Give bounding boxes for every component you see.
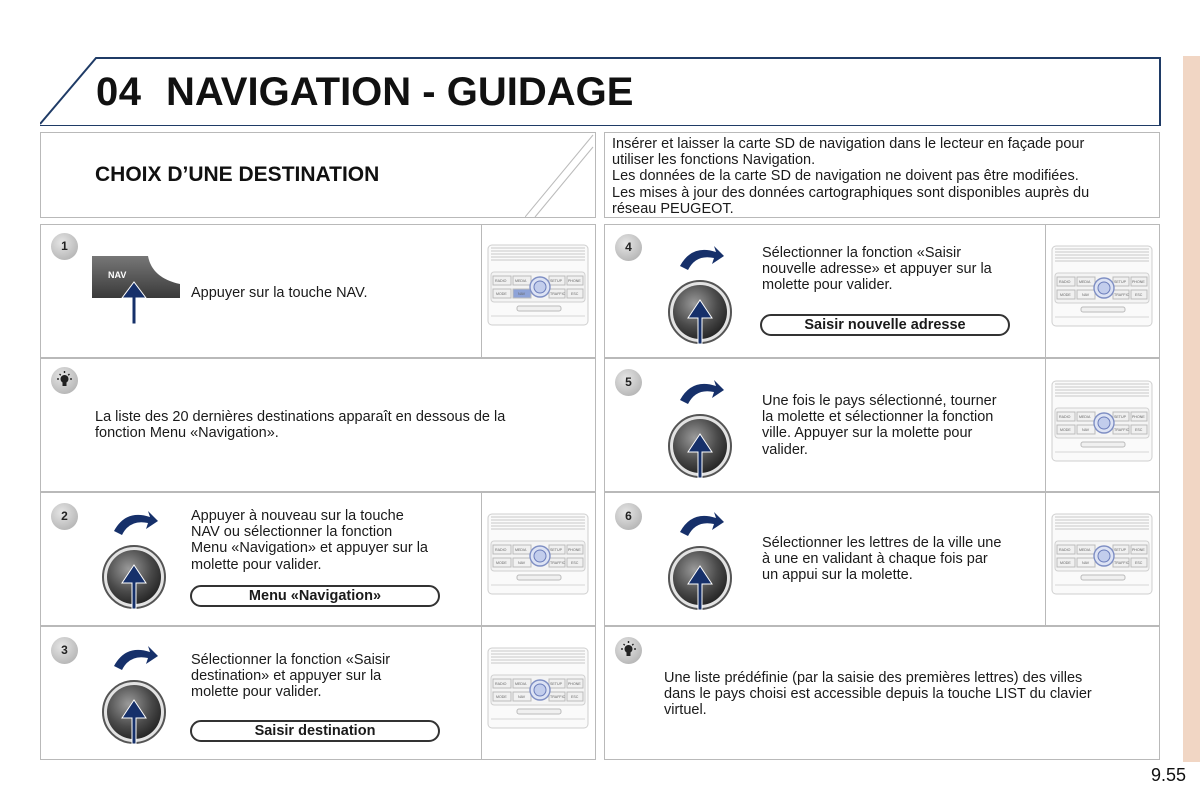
svg-text:MEDIA: MEDIA [1079,415,1091,419]
corner-fold [525,133,595,219]
svg-text:MODE: MODE [1060,293,1071,297]
svg-text:MEDIA: MEDIA [1079,548,1091,552]
step-3-badge: 3 [51,637,78,664]
svg-text:TRAFFIC: TRAFFIC [550,292,566,296]
svg-text:PHONE: PHONE [1132,548,1145,552]
svg-text:ESC: ESC [571,695,579,699]
radio-panel-icon [1051,513,1153,600]
svg-text:PHONE: PHONE [1132,280,1145,284]
svg-text:SETUP: SETUP [1114,280,1126,284]
svg-text:RADIO: RADIO [1059,415,1071,419]
svg-text:ESC: ESC [1135,293,1143,297]
saisir-destination-button[interactable]: Saisir destination [190,720,440,742]
step-1-badge: 1 [51,233,78,260]
svg-text:SETUP: SETUP [550,548,562,552]
svg-text:ESC: ESC [1135,561,1143,565]
svg-text:RADIO: RADIO [495,548,507,552]
svg-text:SETUP: SETUP [550,279,562,283]
step-3-text: Sélectionner la fonction «Saisir destination» et appuyer sur la molette pour valider. [191,652,391,701]
radio-panel-icon [1051,245,1153,332]
svg-text:SETUP: SETUP [1114,548,1126,552]
svg-text:MODE: MODE [496,561,507,565]
svg-text:NAV: NAV [1082,561,1090,565]
step-2-badge: 2 [51,503,78,530]
svg-text:ESC: ESC [571,292,579,296]
svg-text:MODE: MODE [496,292,507,296]
svg-text:NAV: NAV [518,695,526,699]
svg-text:RADIO: RADIO [1059,548,1071,552]
svg-text:MODE: MODE [1060,561,1071,565]
radio-panel-icon [487,647,589,734]
svg-text:PHONE: PHONE [568,682,581,686]
step-5-badge: 5 [615,369,642,396]
step-1-text: Appuyer sur la touche NAV. [191,285,368,301]
tip-1-text: La liste des 20 dernières destinations apparaît en dessous de la fonction Menu «Navigation». [95,409,506,442]
svg-text:ESC: ESC [571,561,579,565]
svg-text:TRAFFIC: TRAFFIC [1114,428,1130,432]
step-2-text: Appuyer à nouveau sur la touche NAV ou sélectionner la fonction Menu «Navigation» et appuyer sur la molette pour valider. [191,508,428,573]
svg-text:PHONE: PHONE [568,548,581,552]
svg-text:MEDIA: MEDIA [515,548,527,552]
step-5-text: Une fois le pays sélectionné, tourner la molette et sélectionner la fonction ville. Appuyer sur la molette pour valider. [762,393,997,458]
rotary-knob-icon [100,640,170,755]
rotary-knob-icon [666,374,736,489]
svg-text:MODE: MODE [496,695,507,699]
svg-text:NAV: NAV [518,561,526,565]
svg-text:NAV: NAV [518,292,526,296]
page-title: NAVIGATION - GUIDAGE [166,70,634,114]
svg-text:SETUP: SETUP [1114,415,1126,419]
svg-text:TRAFFIC: TRAFFIC [1114,561,1130,565]
saisir-nouvelle-adresse-button[interactable]: Saisir nouvelle adresse [760,314,1010,336]
section-title: CHOIX D’UNE DESTINATION [95,163,380,186]
svg-text:RADIO: RADIO [495,682,507,686]
svg-text:RADIO: RADIO [1059,280,1071,284]
svg-text:MEDIA: MEDIA [515,279,527,283]
svg-text:PHONE: PHONE [568,279,581,283]
step-4-badge: 4 [615,234,642,261]
svg-text:MODE: MODE [1060,428,1071,432]
tip-2-text: Une liste prédéfinie (par la saisie des premières lettres) des villes dans le pays choisi est accessible depuis la touche LIST du clavier virtuel. [664,670,1092,719]
step-6-badge: 6 [615,503,642,530]
chapter-tab [1183,56,1200,762]
chapter-number: 04 [96,70,142,114]
rotary-knob-icon [100,505,170,620]
svg-text:NAV: NAV [1082,428,1090,432]
step-4-text: Sélectionner la fonction «Saisir nouvelle adresse» et appuyer sur la molette pour valider. [762,245,992,294]
rotary-knob-icon [666,240,736,355]
intro-text: Insérer et laisser la carte SD de navigation dans le lecteur en façade pour utiliser les fonctions Navigation. Les données de la carte SD de navigation ne doivent pas être modifiées. Les mises à jour des données cartographiques sont disponibles auprès du réseau PEUGEOT. [612,136,1090,217]
svg-text:PHONE: PHONE [1132,415,1145,419]
svg-text:RADIO: RADIO [495,279,507,283]
svg-text:ESC: ESC [1135,428,1143,432]
nav-key-icon [88,252,184,324]
svg-text:MEDIA: MEDIA [1079,280,1091,284]
radio-panel-icon [487,244,589,331]
svg-text:NAV: NAV [108,270,127,280]
svg-text:SETUP: SETUP [550,682,562,686]
svg-text:TRAFFIC: TRAFFIC [550,695,566,699]
step-6-text: Sélectionner les lettres de la ville une à une en validant à chaque fois par un appui sur la molette. [762,535,1002,584]
svg-text:TRAFFIC: TRAFFIC [550,561,566,565]
radio-panel-icon [487,513,589,600]
page-number: 9.55 [1150,765,1186,785]
lightbulb-icon [615,637,642,664]
svg-text:MEDIA: MEDIA [515,682,527,686]
rotary-knob-icon [666,506,736,621]
svg-text:TRAFFIC: TRAFFIC [1114,293,1130,297]
lightbulb-icon [51,367,78,394]
svg-text:NAV: NAV [1082,293,1090,297]
radio-panel-icon [1051,380,1153,467]
menu-navigation-button[interactable]: Menu «Navigation» [190,585,440,607]
